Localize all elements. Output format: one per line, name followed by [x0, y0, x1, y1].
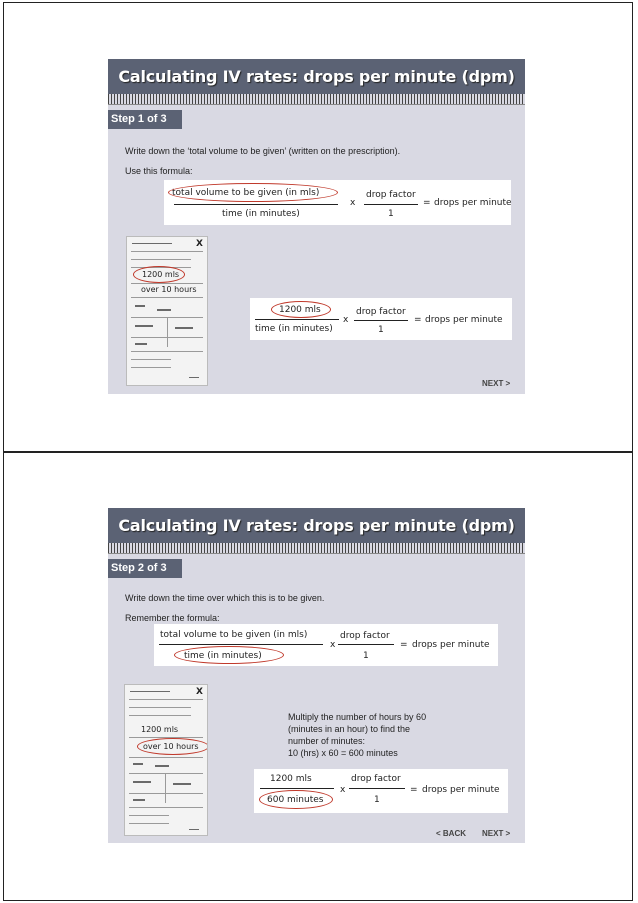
- formula-numerator: 1200 mls: [279, 305, 321, 315]
- formula-numerator: total volume to be given (in mls): [160, 630, 308, 640]
- formula-numerator: total volume to be given (in mls): [172, 188, 320, 198]
- next-button[interactable]: NEXT >: [482, 829, 511, 838]
- formula-denominator: time (in minutes): [184, 651, 262, 661]
- back-button[interactable]: < BACK: [436, 829, 467, 838]
- note-line-3: number of minutes:: [288, 736, 366, 746]
- prescription-duration: over 10 hours: [143, 742, 199, 751]
- equals-sign: =: [410, 785, 418, 795]
- instruction-text: Write down the ‘total volume to be given’ (written on the prescription).: [125, 146, 401, 156]
- ruler-divider: [108, 94, 525, 105]
- formula-result: drops per minute: [422, 785, 500, 795]
- formula-result: drops per minute: [412, 640, 490, 650]
- fraction-line: [364, 204, 418, 205]
- fraction-line: [255, 319, 339, 320]
- slide-title: Calculating IV rates: drops per minute (dpm): [118, 516, 515, 535]
- fraction-line: [354, 320, 408, 321]
- formula-denominator: time (in minutes): [222, 209, 300, 219]
- formula-numerator: 1200 mls: [270, 774, 312, 784]
- prescription-chart: [126, 236, 208, 386]
- highlight-circle: [137, 738, 208, 755]
- cross-mark: X: [196, 239, 203, 249]
- title-bar: [108, 508, 525, 543]
- highlight-circle: [259, 790, 333, 809]
- note-line-4: 10 (hrs) x 60 = 600 minutes: [288, 748, 398, 758]
- highlight-circle: [133, 266, 185, 283]
- note-line-1: Multiply the number of hours by 60: [288, 712, 427, 722]
- times-sign: x: [330, 640, 336, 650]
- prescription-chart: [124, 684, 208, 836]
- equals-sign: =: [414, 315, 422, 325]
- highlight-circle: [168, 183, 338, 202]
- fraction-line: [159, 644, 323, 645]
- step-badge: Step 1 of 3: [108, 110, 182, 129]
- slide-step-2: [108, 508, 525, 843]
- highlight-circle: [174, 646, 284, 664]
- equals-sign: =: [400, 640, 408, 650]
- formula-result: drops per minute: [434, 198, 512, 208]
- prescription-volume: 1200 mls: [142, 270, 180, 279]
- times-sign: x: [350, 198, 356, 208]
- title-bar: [108, 59, 525, 94]
- factor-denominator: 1: [374, 795, 380, 805]
- formula-main: [154, 624, 498, 666]
- slide-title: Calculating IV rates: drops per minute (dpm): [118, 67, 515, 86]
- instruction-text: Write down the time over which this is to be given.: [125, 593, 325, 603]
- step-badge: Step 2 of 3: [108, 559, 182, 578]
- fraction-line: [349, 788, 405, 789]
- cross-mark: X: [196, 687, 203, 697]
- prescription-volume: 1200 mls: [141, 725, 179, 734]
- next-button[interactable]: NEXT >: [482, 379, 511, 388]
- fraction-line: [338, 644, 394, 645]
- formula-substituted: [250, 298, 512, 340]
- factor-denominator: 1: [388, 209, 394, 219]
- times-sign: x: [340, 785, 346, 795]
- formula-denominator: 600 minutes: [267, 795, 324, 805]
- equals-sign: =: [423, 198, 431, 208]
- note-line-2: (minutes in an hour) to find the: [288, 724, 411, 734]
- factor-numerator: drop factor: [366, 190, 416, 200]
- factor-numerator: drop factor: [351, 774, 401, 784]
- formula-result: drops per minute: [425, 315, 503, 325]
- highlight-circle: [271, 301, 331, 318]
- instruction-text-2: Remember the formula:: [125, 613, 220, 623]
- formula-main: [164, 180, 511, 225]
- times-sign: x: [343, 315, 349, 325]
- prescription-duration: over 10 hours: [141, 285, 197, 294]
- fraction-line: [260, 788, 334, 789]
- factor-denominator: 1: [363, 651, 369, 661]
- ruler-divider: [108, 543, 525, 554]
- instruction-text-2: Use this formula:: [125, 166, 193, 176]
- slide-step-1: [108, 59, 525, 394]
- fraction-line: [174, 204, 338, 205]
- formula-denominator: time (in minutes): [255, 324, 333, 334]
- formula-substituted: [254, 769, 508, 813]
- factor-numerator: drop factor: [356, 307, 406, 317]
- factor-numerator: drop factor: [340, 631, 390, 641]
- factor-denominator: 1: [378, 325, 384, 335]
